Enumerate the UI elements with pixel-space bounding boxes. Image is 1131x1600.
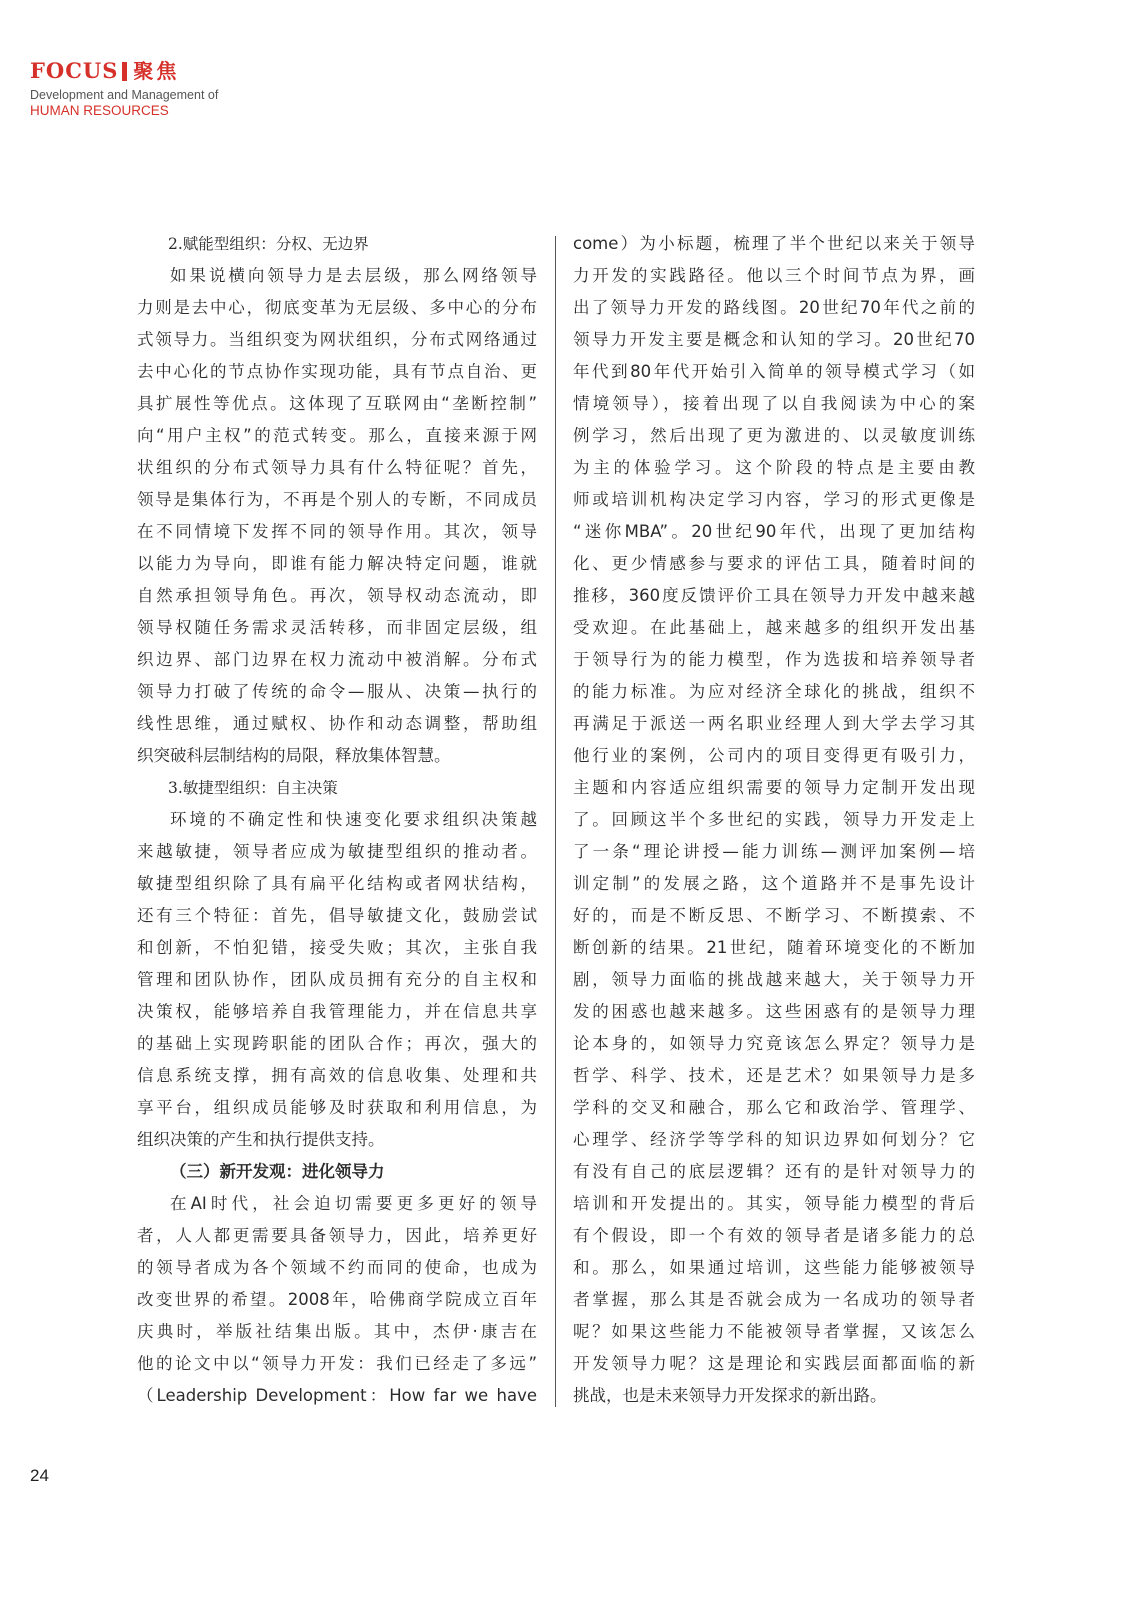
text-line: 状组织的分布式领导力具有什么特征呢？首先， (137, 458, 537, 477)
text-line: 庆典时，举版社结集出版。其中，杰伊·康吉在 (137, 1322, 537, 1341)
text-line: 学科的交叉和融合，那么它和政治学、管理学、 (573, 1098, 975, 1117)
text-line: 敏捷型组织除了具有扁平化结构或者网状结构， (137, 874, 537, 893)
text-line: come）为小标题，梳理了半个世纪以来关于领导 (573, 234, 975, 253)
text-line: 改变世界的希望。2008年，哈佛商学院成立百年 (137, 1290, 537, 1309)
text-line: 领导是集体行为，不再是个别人的专断，不同成员 (137, 490, 537, 509)
text-line: 者，人人都更需要具备领导力，因此，培养更好 (137, 1226, 537, 1245)
text-line: 发的困惑也越来越多。这些困惑有的是领导力理 (573, 1002, 975, 1021)
text-line: 心理学、经济学等学科的知识边界如何划分？它 (573, 1130, 975, 1149)
section-heading: 3.敏捷型组织：自主决策 (168, 779, 338, 797)
text-line: 线性思维，通过赋权、协作和动态调整，帮助组 (137, 714, 537, 733)
text-line: 织突破科层制结构的局限，释放集体智慧。 (137, 746, 451, 765)
text-line: 如果说横向领导力是去层级，那么网络领导 (170, 266, 537, 285)
text-line: 了。回顾这半个多世纪的实践，领导力开发走上 (573, 810, 975, 829)
text-line: 他的论文中以“领导力开发：我们已经走了多远” (137, 1354, 537, 1373)
text-line: 的基础上实现跨职能的团队合作；再次，强大的 (137, 1034, 537, 1053)
text-line: 情境领导），接着出现了以自我阅读为中心的案 (573, 394, 975, 413)
text-line: 好的，而是不断反思、不断学习、不断摸索、不 (573, 906, 975, 925)
right-text-column (573, 228, 975, 1412)
page-number: 24 (30, 1466, 49, 1485)
focus-cn-label: 聚焦 (133, 59, 180, 83)
text-line: 断创新的结果。21世纪，随着环境变化的不断加 (573, 938, 975, 957)
text-line: 为主的体验学习。这个阶段的特点是主要由教 (573, 458, 975, 477)
text-line: 信息系统支撑，拥有高效的信息收集、处理和共 (137, 1066, 537, 1085)
focus-label: FOCUS (30, 58, 119, 83)
section-heading: （三）新开发观：进化领导力 (170, 1162, 385, 1181)
text-line: 具扩展性等优点。这体现了互联网由“垄断控制” (137, 394, 537, 413)
text-line: 例学习，然后出现了更为激进的、以灵敏度训练 (573, 426, 975, 445)
text-line: 享平台，组织成员能够及时获取和利用信息，为 (137, 1098, 537, 1117)
text-line: 管理和团队协作，团队成员拥有充分的自主权和 (137, 970, 537, 989)
text-line: 领导力开发主要是概念和认知的学习。20世纪70 (573, 330, 975, 349)
masthead-logo (30, 56, 218, 86)
text-line: 以能力为导向，即谁有能力解决特定问题，谁就 (137, 554, 537, 573)
text-line: 力则是去中心，彻底变革为无层级、多中心的分布 (137, 298, 537, 317)
text-line: 训定制”的发展之路，这个道路并不是事先设计 (573, 874, 975, 893)
text-line: “迷你MBA”。20世纪90年代，出现了更加结构 (573, 522, 975, 541)
text-line: 挑战，也是未来领导力开发探求的新出路。 (573, 1386, 887, 1405)
text-line: 呢？如果这些能力不能被领导者掌握，又该怎么 (573, 1322, 975, 1341)
text-line: 论本身的，如领导力究竟该怎么界定？领导力是 (573, 1034, 975, 1053)
text-line: 织边界、部门边界在权力流动中被消解。分布式 (137, 650, 537, 669)
text-line: 出了领导力开发的路线图。20世纪70年代之前的 (573, 298, 975, 317)
text-line: 有没有自己的底层逻辑？还有的是针对领导力的 (573, 1162, 975, 1181)
text-line: 式领导力。当组织变为网状组织，分布式网络通过 (137, 330, 537, 349)
text-line: 决策权，能够培养自我管理能力，并在信息共享 (137, 1002, 537, 1021)
text-line: 的领导者成为各个领域不约而同的使命，也成为 (137, 1258, 537, 1277)
text-line: 化、更少情感参与要求的评估工具，随着时间的 (573, 554, 975, 573)
text-line: 去中心化的节点协作实现功能，具有节点自治、更 (137, 362, 537, 381)
text-line: 的能力标准。为应对经济全球化的挑战，组织不 (573, 682, 975, 701)
text-line: 主题和内容适应组织需要的领导力定制开发出现 (573, 778, 975, 797)
section-heading: 2.赋能型组织：分权、无边界 (168, 235, 369, 253)
text-line: 在AI时代，社会迫切需要更多更好的领导 (170, 1194, 537, 1213)
text-line: 年代到80年代开始引入简单的领导模式学习（如 (573, 362, 975, 381)
text-line: 师或培训机构决定学习内容，学习的形式更像是 (573, 490, 975, 509)
text-line: 于领导行为的能力模型，作为选拔和培养领导者 (573, 650, 975, 669)
masthead (30, 56, 218, 118)
text-line: 环境的不确定性和快速变化要求组织决策越 (170, 810, 537, 829)
text-line: 推移，360度反馈评价工具在领导力开发中越来越 (573, 586, 975, 605)
text-line: 他行业的案例，公司内的项目变得更有吸引力， (573, 746, 975, 765)
text-line: 领导力打破了传统的命令—服从、决策—执行的 (137, 682, 537, 701)
text-line: 剧，领导力面临的挑战越来越大，关于领导力开 (573, 970, 975, 989)
text-line: 组织决策的产生和执行提供支持。 (137, 1130, 385, 1149)
text-line: 了一条“理论讲授—能力训练—测评加案例—培 (573, 842, 975, 861)
text-line: 领导权随任务需求灵活转移，而非固定层级，组 (137, 618, 537, 637)
text-line: 再满足于派送一两名职业经理人到大学去学习其 (573, 714, 975, 733)
column-divider (555, 236, 556, 1407)
text-line: 自然承担领导角色。再次，领导权动态流动，即 (137, 586, 537, 605)
text-line: 有个假设，即一个有效的领导者是诸多能力的总 (573, 1226, 975, 1245)
text-line: 力开发的实践路径。他以三个时间节点为界，画 (573, 266, 975, 285)
text-line: 开发领导力呢？这是理论和实践层面都面临的新 (573, 1354, 975, 1373)
text-line: （Leadership Development：How far we have (137, 1386, 537, 1405)
text-line: 向“用户主权”的范式转变。那么，直接来源于网 (137, 426, 537, 445)
text-line: 和。那么，如果通过培训，这些能力能够被领导 (573, 1258, 975, 1277)
text-line: 者掌握，那么其是否就会成为一名成功的领导者 (573, 1290, 975, 1309)
text-line: 培训和开发提出的。其实，领导能力模型的背后 (573, 1194, 975, 1213)
masthead-subtitle: Development and Management of (30, 88, 219, 102)
masthead-subtitle-hr: HUMAN RESOURCES (30, 103, 169, 118)
text-line: 还有三个特征：首先，倡导敏捷文化，鼓励尝试 (137, 906, 537, 925)
text-line: 哲学、科学、技术，还是艺术？如果领导力是多 (573, 1066, 975, 1085)
text-line: 来越敏捷，领导者应成为敏捷型组织的推动者。 (137, 842, 537, 861)
left-text-column (137, 228, 537, 1412)
text-line: 受欢迎。在此基础上，越来越多的组织开发出基 (573, 618, 975, 637)
masthead-divider-bar (122, 62, 127, 81)
text-line: 和创新，不怕犯错，接受失败；其次，主张自我 (137, 938, 537, 957)
text-line: 在不同情境下发挥不同的领导作用。其次，领导 (137, 522, 537, 541)
